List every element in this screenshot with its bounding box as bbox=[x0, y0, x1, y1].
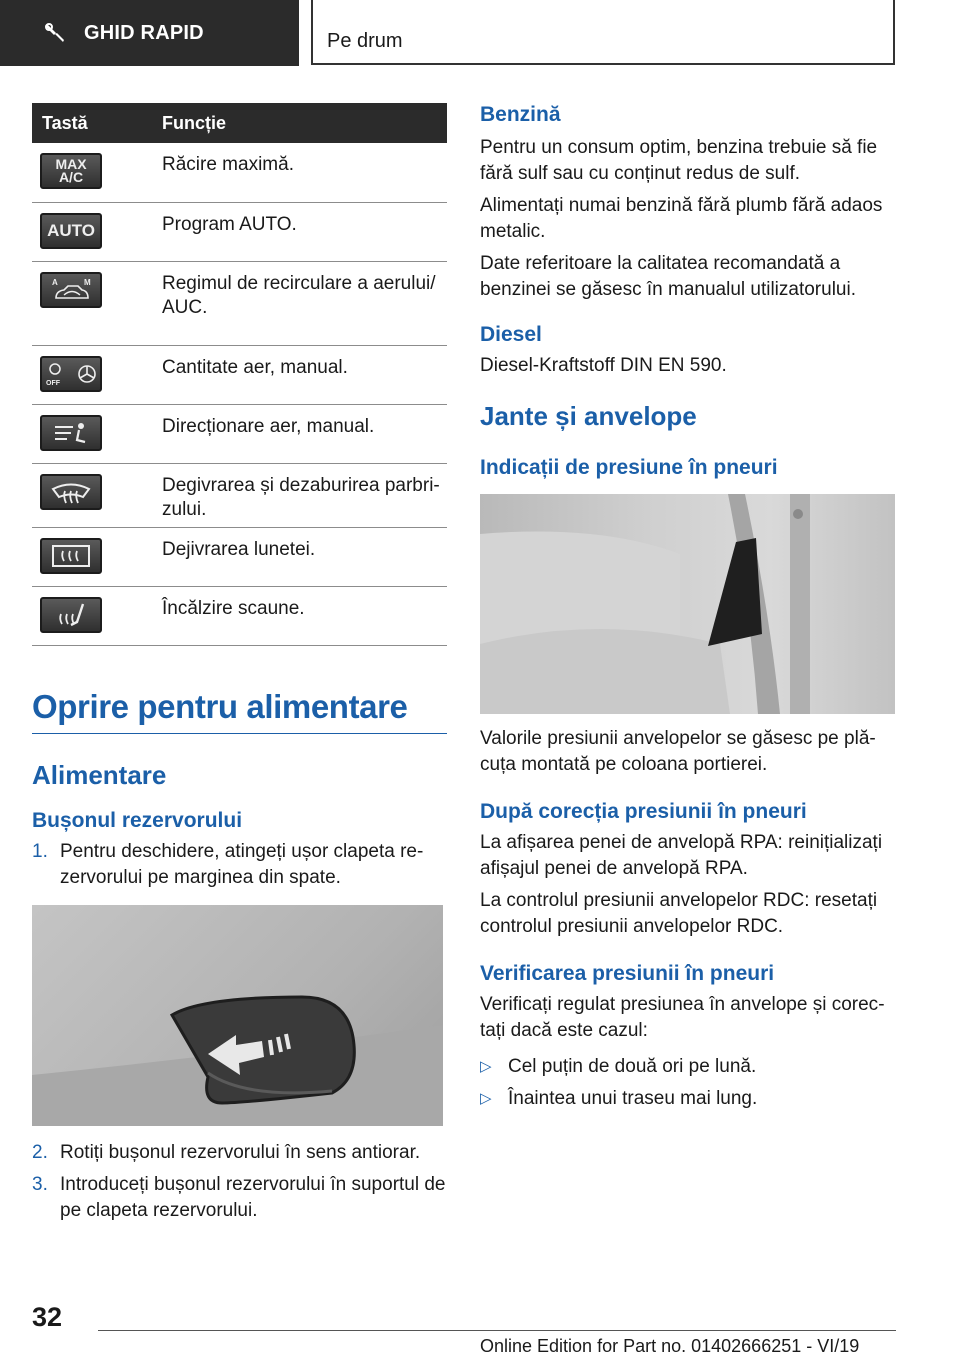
footer-divider bbox=[98, 1330, 896, 1331]
table-row bbox=[32, 463, 447, 527]
table-row bbox=[32, 586, 447, 645]
header-section bbox=[311, 0, 895, 65]
list-item: ▷ Înaintea unui traseu mai lung. bbox=[480, 1086, 895, 1112]
right-column bbox=[480, 103, 895, 1112]
table-cell-function: Degivrarea și dezaburirea parbrizului. bbox=[162, 463, 447, 527]
fuel-cap-image bbox=[32, 905, 443, 1126]
table-header-key: Tastă bbox=[32, 103, 162, 143]
svg-text:OFF: OFF bbox=[46, 379, 60, 387]
heading-check-tyre-pressure: Verificarea presiunii în pneuri bbox=[480, 962, 775, 985]
header-section-label: Pe drum bbox=[327, 30, 403, 52]
heading-fuel-cap: Bușonul rezervorului bbox=[32, 808, 243, 832]
recirculation-button-icon bbox=[40, 272, 102, 308]
table-cell-function: Program AUTO. bbox=[162, 202, 447, 261]
table-row bbox=[32, 143, 447, 202]
heading-diesel: Diesel bbox=[480, 323, 542, 346]
table-header-function: Funcție bbox=[162, 103, 447, 143]
paragraph: La controlul presiunii anvelopelor RDC: resetați controlul presiunii anvelopelor RDC. bbox=[480, 890, 878, 937]
footer-edition: Online Edition for Part no. 01402666251 - VI/19 bbox=[480, 1336, 860, 1356]
climate-keys-table bbox=[32, 103, 447, 646]
list-item: ▷ Cel puțin de două ori pe lună. bbox=[480, 1054, 895, 1080]
svg-text:A: A bbox=[52, 277, 58, 287]
list-item: 1. Pentru deschidere, atingeți ușor clapeta rezervorului pe marginea din spate. bbox=[32, 840, 424, 888]
table-row bbox=[32, 202, 447, 261]
table-cell-function: Răcire maximă. bbox=[162, 143, 447, 202]
table-row bbox=[32, 527, 447, 586]
fan-button-icon bbox=[40, 356, 102, 392]
windshield-defrost-button-icon bbox=[40, 474, 102, 510]
left-column bbox=[32, 103, 447, 1224]
header-tab-label: GHID RAPID bbox=[84, 21, 204, 44]
paragraph: Alimentați numai benzină fără plumb fără adaos metalic. bbox=[480, 195, 883, 242]
heading-tyre-pressure-info: Indicații de presiune în pneuri bbox=[480, 456, 778, 479]
page-number: 32 bbox=[32, 1302, 63, 1332]
table-cell-function: Încălzire scaune. bbox=[162, 586, 447, 645]
door-pillar-image bbox=[480, 494, 895, 714]
auto-button-icon: AUTO bbox=[40, 213, 102, 249]
table-row bbox=[32, 345, 447, 404]
triangle-bullet-icon: ▷ bbox=[480, 1058, 492, 1075]
paragraph: Date referitoare la calitatea recomandată a benzinei se găsesc în manualul utilizatorului. bbox=[480, 253, 856, 300]
table-row bbox=[32, 404, 447, 463]
list-item: 3. Introduceți bușonul rezervorului în suportul de pe clapeta rezervorului. bbox=[32, 1173, 446, 1221]
paragraph: Pentru un consum optim, benzina trebuie să fie fără sulf sau cu conținut redus de sulf. bbox=[480, 137, 878, 184]
heading-after-pressure-correction: După corecția presiunii în pneuri bbox=[480, 800, 807, 823]
table-cell-function: Direcționare aer, manual. bbox=[162, 404, 447, 463]
table-cell-function: Dejivrarea lunetei. bbox=[162, 527, 447, 586]
paragraph: Diesel-Kraftstoff DIN EN 590. bbox=[480, 355, 727, 376]
header-tab-quick-guide[interactable] bbox=[0, 0, 299, 66]
heading-refueling-stop: Oprire pentru alimentare bbox=[32, 688, 447, 734]
table-row bbox=[32, 261, 447, 345]
heading-petrol: Benzină bbox=[480, 103, 561, 126]
table-cell-function: Regimul de recirculare a aerului/ AUC. bbox=[162, 261, 447, 345]
air-direction-button-icon bbox=[40, 415, 102, 451]
svg-text:M: M bbox=[84, 277, 91, 287]
max-ac-button-icon: MAX A/C bbox=[40, 153, 102, 189]
triangle-bullet-icon: ▷ bbox=[480, 1090, 492, 1107]
paragraph: Valorile presiunii anvelopelor se găsesc pe plăcuța montată pe coloana portierei. bbox=[480, 728, 876, 775]
heading-wheels-tyres: Jante și anvelope bbox=[480, 401, 697, 431]
table-cell-function: Cantitate aer, manual. bbox=[162, 345, 447, 404]
heading-refueling: Alimentare bbox=[32, 759, 167, 790]
paragraph: La afișarea penei de anvelopă RPA: reinițializați afișajul penei de anvelopă RPA. bbox=[480, 832, 883, 879]
tool-icon bbox=[44, 22, 66, 44]
seat-heating-button-icon bbox=[40, 597, 102, 633]
list-item: 2. Rotiți bușonul rezervorului în sens antiorar. bbox=[32, 1141, 421, 1163]
rear-window-defrost-button-icon bbox=[40, 538, 102, 574]
paragraph: Verificați regulat presiunea în anvelope și corectați dacă este cazul: bbox=[480, 994, 885, 1041]
